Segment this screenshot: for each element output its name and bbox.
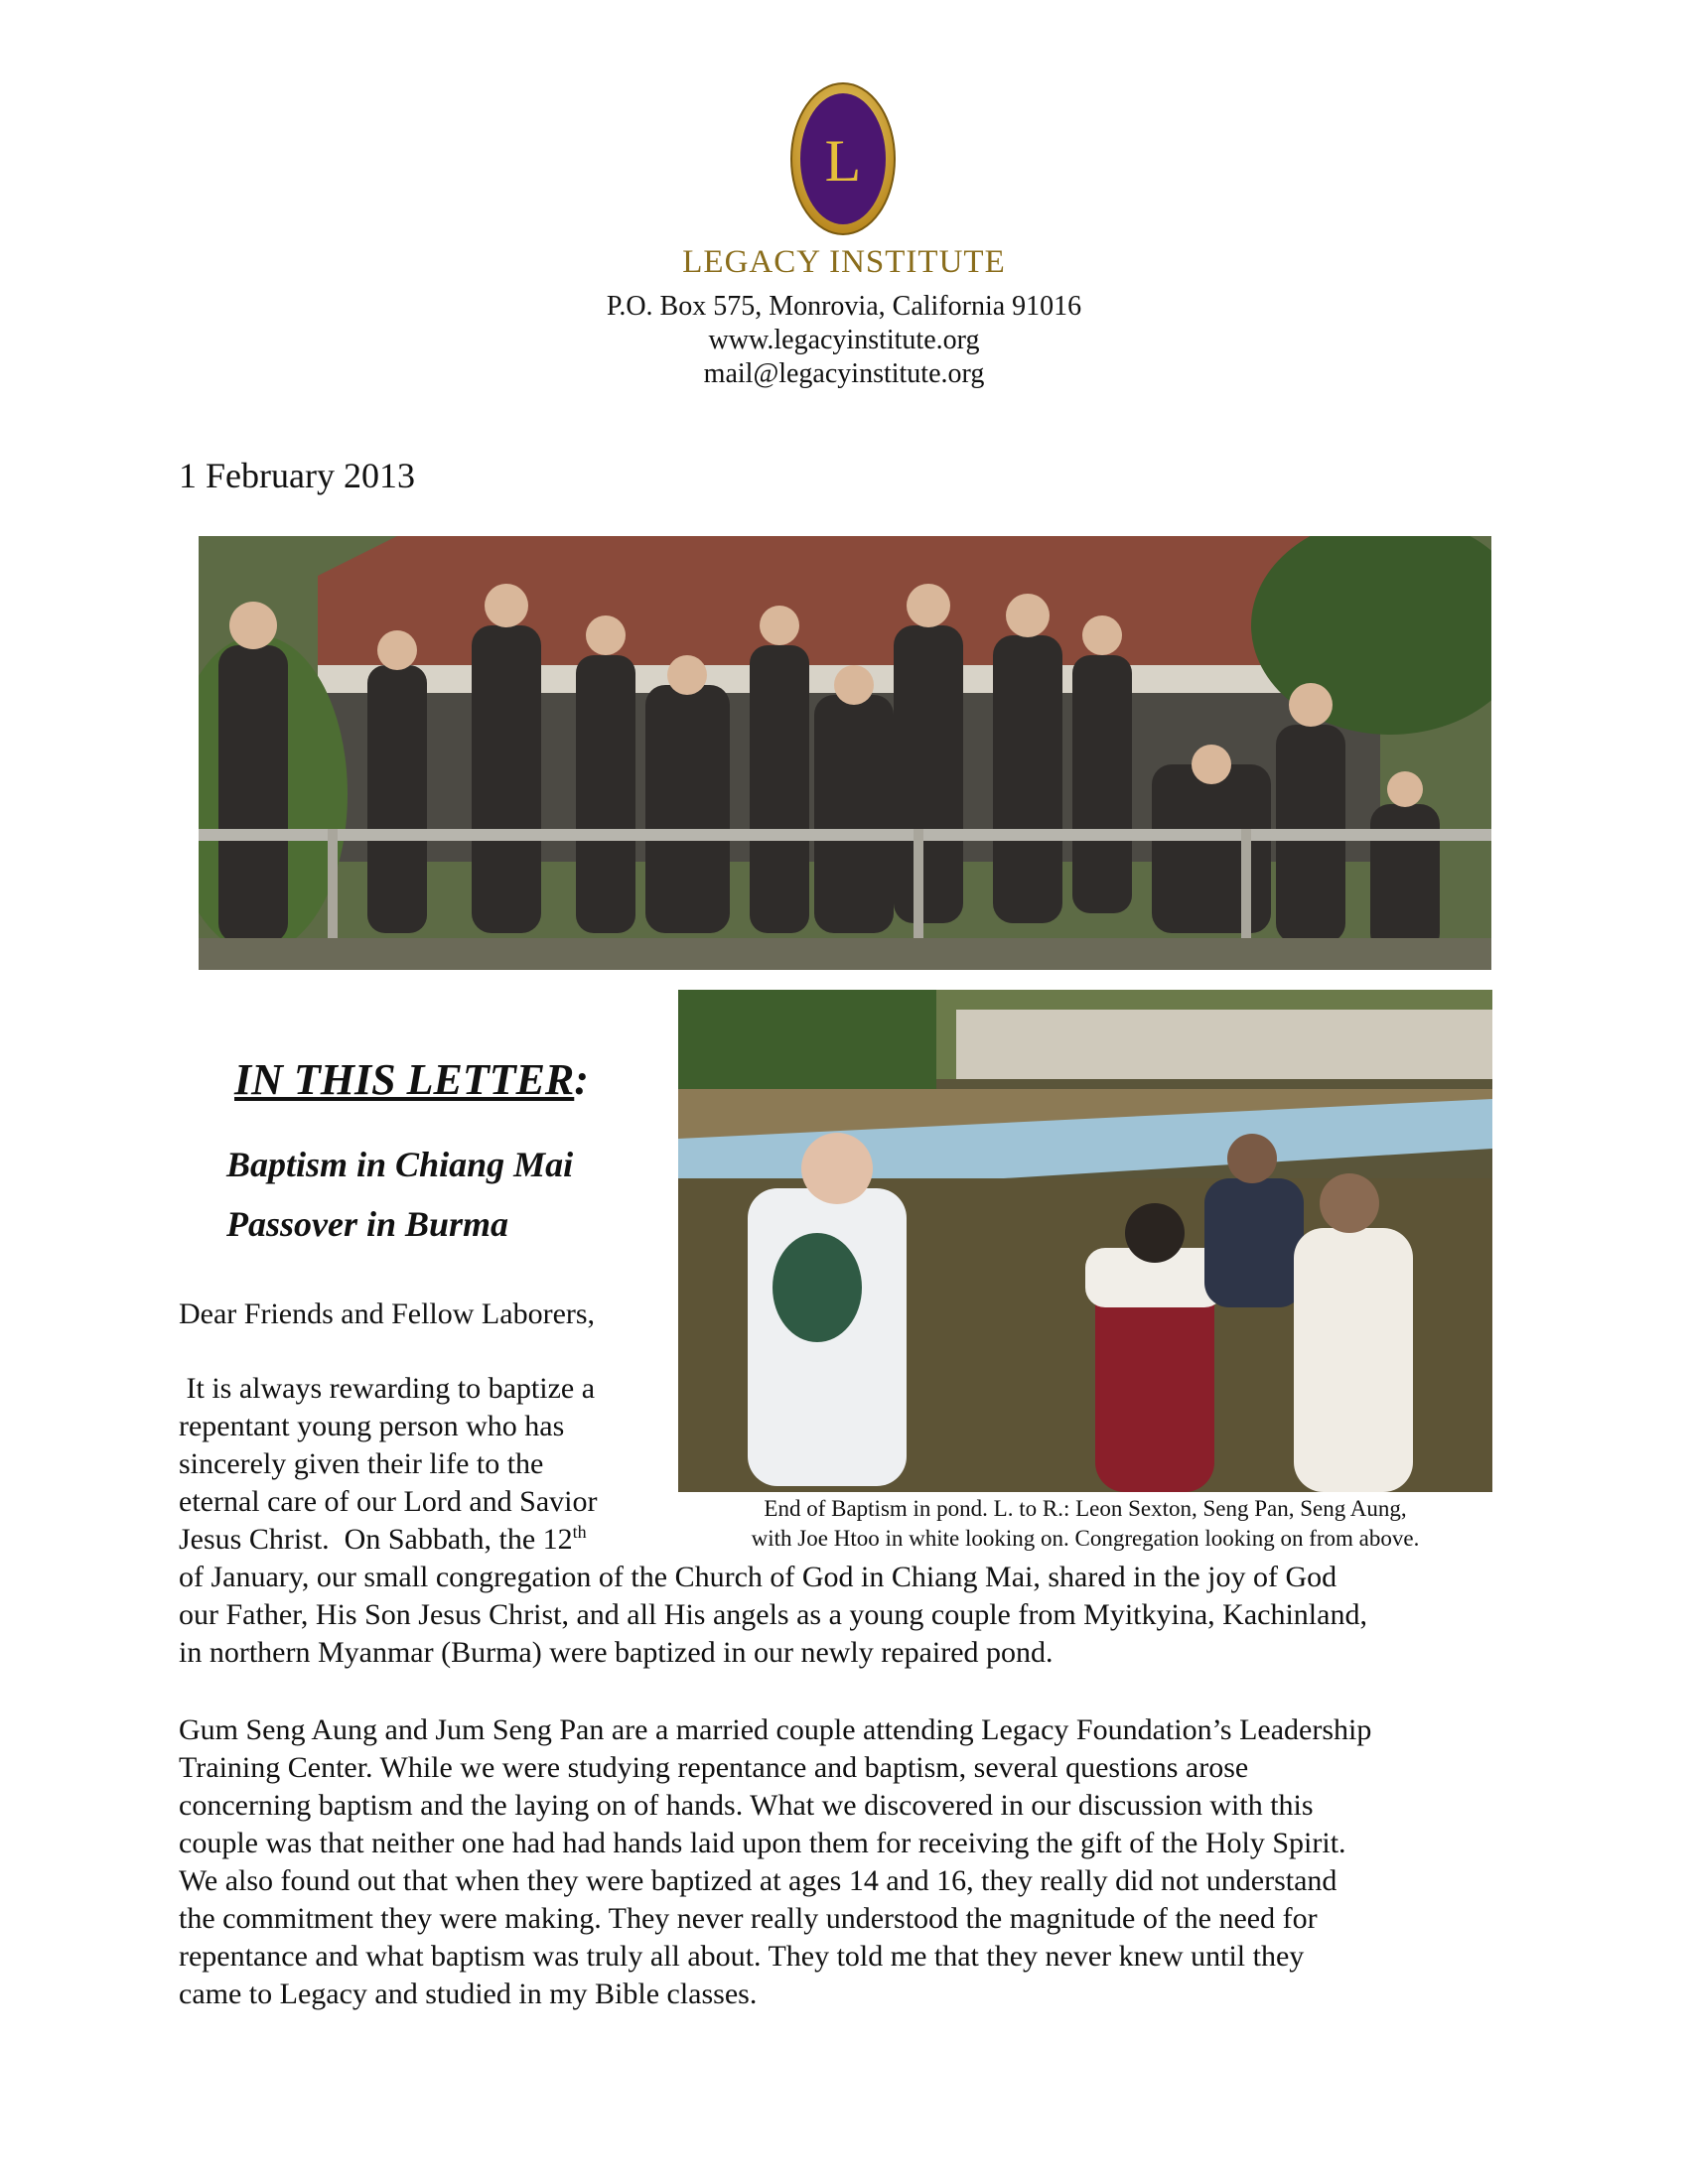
photo-caption-line: End of Baptism in pond. L. to R.: Leon Sexton, Seng Pan, Seng Aung, <box>764 1496 1407 1521</box>
text-line: our Father, His Son Jesus Christ, and all His angels as a young couple from Myitkyina, Kachinland, <box>179 1598 1367 1631</box>
organization-name: LEGACY INSTITUTE <box>682 244 1006 280</box>
text-line: eternal care of our Lord and Savior <box>179 1485 598 1518</box>
text-line: repentant young person who has <box>179 1410 565 1442</box>
address: P.O. Box 575, Monrovia, California 91016 <box>606 291 1082 322</box>
text-line: repentance and what baptism was truly all about. They told me that they never knew until they <box>179 1940 1305 1973</box>
logo-letter: L <box>824 128 862 194</box>
ordinal-suffix: th <box>572 1522 587 1542</box>
legacy-institute-logo <box>789 81 897 236</box>
text-line: the commitment they were making. They never really understood the magnitude of the need for <box>179 1902 1318 1935</box>
congregation-photo <box>199 536 1491 970</box>
salutation: Dear Friends and Fellow Laborers, <box>179 1297 596 1330</box>
text-line: couple was that neither one had had hands laid upon them for receiving the gift of the Holy Spirit. <box>179 1827 1346 1859</box>
text-line: sincerely given their life to the <box>179 1447 544 1480</box>
website: www.legacyinstitute.org <box>708 325 980 355</box>
text-line: Gum Seng Aung and Jum Seng Pan are a married couple attending Legacy Foundation’s Leadership <box>179 1713 1372 1746</box>
text-line: in northern Myanmar (Burma) were baptized in our newly repaired pond. <box>179 1636 1054 1669</box>
toc-heading-text: IN THIS LETTER <box>234 1055 575 1104</box>
toc-heading <box>234 1054 589 1105</box>
photo-caption-line: with Joe Htoo in white looking on. Congregation looking on from above. <box>751 1526 1420 1551</box>
text-line: It is always rewarding to baptize a <box>179 1372 596 1405</box>
text-line: We also found out that when they were baptized at ages 14 and 16, they really did not understand <box>179 1864 1337 1897</box>
text-line: concerning baptism and the laying on of hands. What we discovered in our discussion with this <box>179 1789 1314 1822</box>
paragraph-1-full <box>179 1559 1549 1672</box>
paragraph-2 <box>179 1711 1549 2013</box>
paragraph-1-left <box>179 1370 665 1559</box>
toc-item: Baptism in Chiang Mai <box>226 1145 574 1184</box>
toc-item: Passover in Burma <box>226 1204 509 1244</box>
baptism-photo <box>678 990 1492 1492</box>
text-line: of January, our small congregation of the Church of God in Chiang Mai, shared in the joy of God <box>179 1561 1337 1593</box>
toc-heading-colon: : <box>574 1055 589 1104</box>
text-span: Jesus Christ. On Sabbath, the 12 <box>179 1523 573 1556</box>
letter-date: 1 February 2013 <box>179 456 415 495</box>
text-line: came to Legacy and studied in my Bible classes. <box>179 1978 758 2010</box>
text-line <box>179 1521 665 1559</box>
text-line: Training Center. While we were studying repentance and baptism, several questions arose <box>179 1751 1249 1784</box>
email: mail@legacyinstitute.org <box>703 358 985 389</box>
